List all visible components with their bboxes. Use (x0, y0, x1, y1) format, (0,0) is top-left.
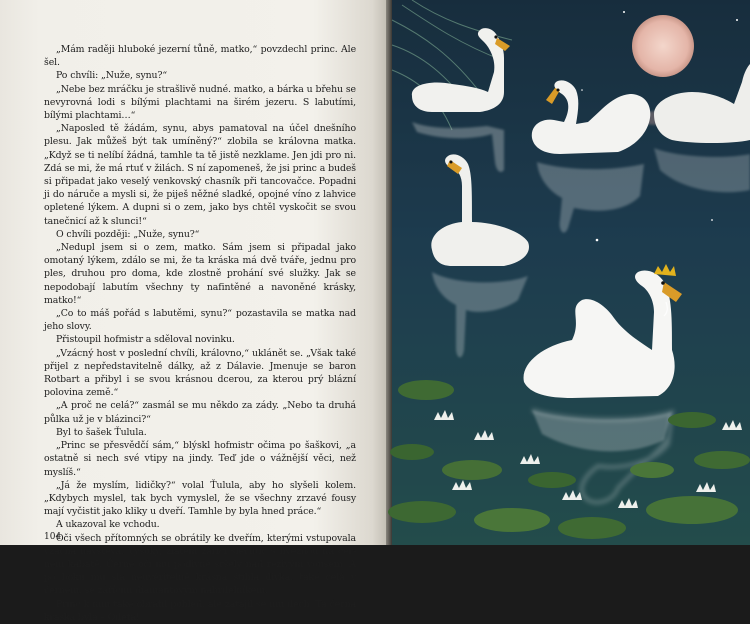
story-text (44, 43, 356, 624)
paragraph: Oči všech přítomných se obrátily ke dveřím, kterými vstupovala vzácná návštěva. Vysoký, zlatem zářící šlechtic s hvězdou na černém kabátě. Černé oči mu podivně sršely nad rezivým vousem. A po boku mu šla neuvěřitelně krásná štíhlá dívka, také celá v černém, se zářícím diamantovým náhrdelníkem. (44, 532, 356, 597)
paragraph: „Nebe bez mráčku je strašlivě nudné. matko, a bárka u břehu se nevyrovná lodi s bílými plachtami na širém jezeru. S labutími, bílými plachtami…“ (44, 83, 356, 122)
paragraph: „Nedupl jsem si o zem, matko. Sám jsem si připadal jako omotaný lýkem, zdálo se mi, že ta kráska má dvě tváře, jednu pro ples, druhou pro doma, kde zlostně prohání své služky. Jak se nepodobají labutím všechny ty nafintěné a navoněné krásky, matko!“ (44, 242, 356, 306)
paragraph: „Mám raději hluboké jezerní tůně, matko,“ povzdechl princ. Ale šel. (44, 44, 356, 69)
paragraph: „Vzácný host v poslední chvíli, královno,“ uklánět se. „Však také přijel z nepředstavitelně dálky, až z Dálavie. Jmenuje se baron Rotbart a přibyl i se svou krásnou dcerou, za kterou prý blázní polovina země.“ (44, 347, 356, 399)
illustration-page (392, 0, 750, 545)
moon (632, 15, 694, 77)
paragraph: A ukazoval ke vchodu. (56, 519, 160, 531)
paragraph: Po chvíli: „Nuže, synu?“ (56, 70, 168, 82)
page-number: 104 (44, 532, 62, 542)
paragraph: Byl to šašek Ťulula. (56, 426, 147, 438)
paragraph: „Naposled tě žádám, synu, abys pamatoval na účel dnešního plesu. Jak můžeš být tak umíněný?“ zlobila se královna matka. „Když se ti nelíbí žádná, tamhle ta tě jistě nezklame. Jen jdi pro ni. Zdá se mi, že má rtuť v žilách. S ní zapomeneš, že jsi princ a budeš si připadat jako veselý venkovský chasník při tancovačce. Popadni ji do náruče a mysli si, že piješ něžné sladké, opojné víno z lahvice opletené lýkem. A dupni si o zem, jako bys chtěl vyskočit se svou tanečnicí až k slunci!“ (44, 123, 356, 227)
paragraph: „Já že myslím, lidičky?“ volal Ťulula, aby ho slyšeli kolem. „Kdybych myslel, tak bych vymyslel, že se všechny zrzavé fousy mají vyčistit jako kliky u dveří. Tamhle by byla hned práce.“ (44, 479, 356, 518)
paragraph: O chvíli později: „Nuže, synu?“ (56, 228, 200, 240)
paragraph: Princ k nim také obrátil pohled, ale zatajil se mu dech. Ta černá kráska byla – Odeta! (44, 598, 356, 623)
paragraph: „Co to máš pořád s labutěmi, synu?“ pozastavila se matka nad jeho slovy. (44, 308, 356, 333)
swan-lake-illustration (392, 0, 750, 545)
paragraph: „Princ se přesvědčí sám,“ blýskl hofmistr očima po šaškovi, „a ostatně si nech své vtipy na jindy. Teď jde o vážnější věci, než myslíš.“ (44, 440, 356, 478)
paragraph: Přistoupil hofmistr a sděloval novinku. (56, 334, 235, 346)
paragraph: „A proč ne celá?“ zasmál se mu někdo za zády. „Nebo ta druhá půlka už je v blázinci?“ (44, 400, 356, 425)
